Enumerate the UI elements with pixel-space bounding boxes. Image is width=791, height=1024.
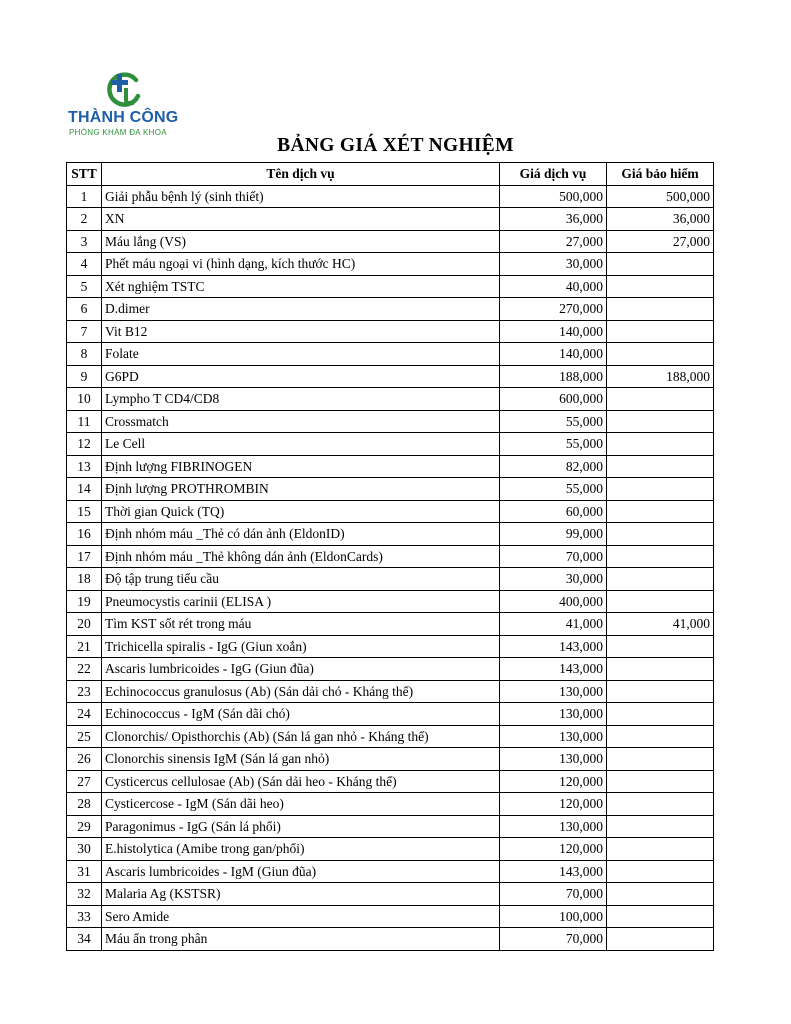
table-row xyxy=(67,365,714,388)
row-service-name: Máu lắng (VS) xyxy=(102,230,500,253)
row-stt: 17 xyxy=(67,545,102,568)
row-service-price: 400,000 xyxy=(500,590,607,613)
row-stt: 22 xyxy=(67,658,102,681)
row-service-name: Clonorchis/ Opisthorchis (Ab) (Sán lá gan nhỏ - Kháng thể) xyxy=(102,725,500,748)
row-stt: 34 xyxy=(67,928,102,951)
row-insurance-price xyxy=(607,433,714,456)
row-stt: 12 xyxy=(67,433,102,456)
row-service-name: Cysticercus cellulosae (Ab) (Sán dải heo - Kháng thể) xyxy=(102,770,500,793)
row-service-price: 55,000 xyxy=(500,410,607,433)
table-row xyxy=(67,770,714,793)
table-row xyxy=(67,320,714,343)
row-insurance-price xyxy=(607,568,714,591)
row-service-name: Định lượng FIBRINOGEN xyxy=(102,455,500,478)
row-service-name: Định nhóm máu _Thẻ không dán ảnh (EldonCards) xyxy=(102,545,500,568)
row-stt: 31 xyxy=(67,860,102,883)
clinic-logo-icon xyxy=(104,70,144,108)
row-service-price: 82,000 xyxy=(500,455,607,478)
table-row xyxy=(67,680,714,703)
row-stt: 25 xyxy=(67,725,102,748)
row-insurance-price: 500,000 xyxy=(607,185,714,208)
table-row xyxy=(67,410,714,433)
row-service-name: Độ tập trung tiểu cầu xyxy=(102,568,500,591)
row-service-name: Echinococcus granulosus (Ab) (Sán dải chó - Kháng thể) xyxy=(102,680,500,703)
table-row xyxy=(67,545,714,568)
row-insurance-price xyxy=(607,388,714,411)
table-row xyxy=(67,275,714,298)
table-row xyxy=(67,703,714,726)
table-row xyxy=(67,253,714,276)
row-service-price: 100,000 xyxy=(500,905,607,928)
row-insurance-price xyxy=(607,545,714,568)
table-row xyxy=(67,433,714,456)
row-stt: 15 xyxy=(67,500,102,523)
row-insurance-price xyxy=(607,635,714,658)
row-stt: 27 xyxy=(67,770,102,793)
row-service-name: Le Cell xyxy=(102,433,500,456)
row-insurance-price xyxy=(607,298,714,321)
row-stt: 13 xyxy=(67,455,102,478)
table-row xyxy=(67,635,714,658)
row-service-name: Xét nghiệm TSTC xyxy=(102,275,500,298)
row-service-price: 140,000 xyxy=(500,343,607,366)
row-stt: 8 xyxy=(67,343,102,366)
page-title: BẢNG GIÁ XÉT NGHIỆM xyxy=(277,135,514,156)
table-row xyxy=(67,793,714,816)
row-stt: 9 xyxy=(67,365,102,388)
row-service-price: 30,000 xyxy=(500,253,607,276)
row-service-price: 500,000 xyxy=(500,185,607,208)
row-service-name: Máu ẩn trong phân xyxy=(102,928,500,951)
header-stt: STT xyxy=(67,163,102,186)
table-row xyxy=(67,838,714,861)
row-insurance-price xyxy=(607,703,714,726)
row-stt: 2 xyxy=(67,208,102,231)
table-row xyxy=(67,658,714,681)
row-service-price: 120,000 xyxy=(500,793,607,816)
row-stt: 4 xyxy=(67,253,102,276)
row-insurance-price xyxy=(607,905,714,928)
row-stt: 32 xyxy=(67,883,102,906)
row-stt: 23 xyxy=(67,680,102,703)
table-row xyxy=(67,298,714,321)
table-row xyxy=(67,860,714,883)
row-insurance-price: 41,000 xyxy=(607,613,714,636)
row-service-price: 55,000 xyxy=(500,478,607,501)
row-insurance-price xyxy=(607,680,714,703)
row-service-name: Cysticercose - IgM (Sán dãi heo) xyxy=(102,793,500,816)
row-stt: 1 xyxy=(67,185,102,208)
clinic-logo xyxy=(66,70,196,140)
row-insurance-price xyxy=(607,838,714,861)
row-insurance-price: 36,000 xyxy=(607,208,714,231)
table-row xyxy=(67,478,714,501)
row-service-price: 270,000 xyxy=(500,298,607,321)
row-insurance-price xyxy=(607,883,714,906)
row-insurance-price xyxy=(607,725,714,748)
price-table xyxy=(66,162,714,951)
row-stt: 11 xyxy=(67,410,102,433)
table-row xyxy=(67,928,714,951)
table-row xyxy=(67,388,714,411)
row-service-name: Vit B12 xyxy=(102,320,500,343)
row-insurance-price xyxy=(607,523,714,546)
table-row xyxy=(67,905,714,928)
row-service-name: Thời gian Quick (TQ) xyxy=(102,500,500,523)
row-service-name: D.dimer xyxy=(102,298,500,321)
row-insurance-price xyxy=(607,590,714,613)
row-service-price: 143,000 xyxy=(500,860,607,883)
row-stt: 3 xyxy=(67,230,102,253)
row-service-price: 130,000 xyxy=(500,748,607,771)
row-service-price: 41,000 xyxy=(500,613,607,636)
table-row xyxy=(67,883,714,906)
row-insurance-price xyxy=(607,770,714,793)
row-service-name: Ascaris lumbricoides - IgM (Giun đũa) xyxy=(102,860,500,883)
row-service-name: XN xyxy=(102,208,500,231)
row-insurance-price xyxy=(607,253,714,276)
row-insurance-price xyxy=(607,793,714,816)
header-insurance-price: Giá bảo hiểm xyxy=(607,163,714,186)
row-stt: 33 xyxy=(67,905,102,928)
row-stt: 21 xyxy=(67,635,102,658)
row-service-name: Sero Amide xyxy=(102,905,500,928)
clinic-name: THÀNH CÔNG xyxy=(68,109,179,126)
table-header-row xyxy=(67,163,714,186)
row-service-price: 70,000 xyxy=(500,545,607,568)
row-service-price: 120,000 xyxy=(500,770,607,793)
row-insurance-price xyxy=(607,478,714,501)
row-stt: 14 xyxy=(67,478,102,501)
row-insurance-price xyxy=(607,658,714,681)
row-service-name: Giải phẫu bệnh lý (sinh thiết) xyxy=(102,185,500,208)
row-service-name: Trichicella spiralis - IgG (Giun xoắn) xyxy=(102,635,500,658)
row-service-name: Pneumocystis carinii (ELISA ) xyxy=(102,590,500,613)
row-service-price: 30,000 xyxy=(500,568,607,591)
row-service-price: 130,000 xyxy=(500,703,607,726)
row-service-name: Phết máu ngoại vi (hình dạng, kích thước HC) xyxy=(102,253,500,276)
row-service-name: Tìm KST sốt rét trong máu xyxy=(102,613,500,636)
row-stt: 26 xyxy=(67,748,102,771)
table-row xyxy=(67,568,714,591)
row-insurance-price xyxy=(607,275,714,298)
row-stt: 18 xyxy=(67,568,102,591)
row-insurance-price xyxy=(607,455,714,478)
row-service-price: 70,000 xyxy=(500,883,607,906)
row-service-name: Folate xyxy=(102,343,500,366)
row-stt: 28 xyxy=(67,793,102,816)
row-insurance-price xyxy=(607,928,714,951)
header-service-price: Giá dịch vụ xyxy=(500,163,607,186)
row-service-name: Định nhóm máu _Thẻ có dán ảnh (EldonID) xyxy=(102,523,500,546)
table-row xyxy=(67,613,714,636)
row-stt: 19 xyxy=(67,590,102,613)
row-service-name: Định lượng PROTHROMBIN xyxy=(102,478,500,501)
row-stt: 16 xyxy=(67,523,102,546)
table-row xyxy=(67,523,714,546)
table-row xyxy=(67,208,714,231)
table-row xyxy=(67,455,714,478)
row-insurance-price xyxy=(607,410,714,433)
row-stt: 10 xyxy=(67,388,102,411)
row-service-price: 40,000 xyxy=(500,275,607,298)
row-service-price: 600,000 xyxy=(500,388,607,411)
row-service-price: 143,000 xyxy=(500,635,607,658)
row-service-price: 99,000 xyxy=(500,523,607,546)
row-service-name: E.histolytica (Amibe trong gan/phổi) xyxy=(102,838,500,861)
row-stt: 5 xyxy=(67,275,102,298)
row-insurance-price: 27,000 xyxy=(607,230,714,253)
row-service-price: 55,000 xyxy=(500,433,607,456)
row-service-price: 188,000 xyxy=(500,365,607,388)
row-service-name: Malaria Ag (KSTSR) xyxy=(102,883,500,906)
price-table-body xyxy=(67,185,714,950)
row-service-name: Clonorchis sinensis IgM (Sán lá gan nhỏ) xyxy=(102,748,500,771)
row-service-price: 130,000 xyxy=(500,680,607,703)
row-stt: 29 xyxy=(67,815,102,838)
row-insurance-price xyxy=(607,815,714,838)
row-stt: 24 xyxy=(67,703,102,726)
row-service-price: 140,000 xyxy=(500,320,607,343)
row-stt: 7 xyxy=(67,320,102,343)
row-insurance-price xyxy=(607,343,714,366)
row-service-name: Paragonimus - IgG (Sán lá phổi) xyxy=(102,815,500,838)
row-service-price: 120,000 xyxy=(500,838,607,861)
row-service-price: 143,000 xyxy=(500,658,607,681)
row-service-price: 130,000 xyxy=(500,815,607,838)
row-service-price: 36,000 xyxy=(500,208,607,231)
row-insurance-price xyxy=(607,320,714,343)
row-service-name: Echinococcus - IgM (Sán dãi chó) xyxy=(102,703,500,726)
clinic-subtitle: PHÒNG KHÁM ĐA KHOA xyxy=(69,128,167,137)
table-row xyxy=(67,343,714,366)
row-stt: 30 xyxy=(67,838,102,861)
row-insurance-price: 188,000 xyxy=(607,365,714,388)
table-row xyxy=(67,725,714,748)
table-row xyxy=(67,500,714,523)
row-stt: 20 xyxy=(67,613,102,636)
table-row xyxy=(67,185,714,208)
table-row xyxy=(67,815,714,838)
row-insurance-price xyxy=(607,500,714,523)
row-service-name: G6PD xyxy=(102,365,500,388)
row-service-price: 70,000 xyxy=(500,928,607,951)
row-service-price: 27,000 xyxy=(500,230,607,253)
table-row xyxy=(67,590,714,613)
row-insurance-price xyxy=(607,748,714,771)
row-service-name: Lympho T CD4/CD8 xyxy=(102,388,500,411)
table-row xyxy=(67,230,714,253)
row-service-price: 130,000 xyxy=(500,725,607,748)
row-service-name: Crossmatch xyxy=(102,410,500,433)
row-stt: 6 xyxy=(67,298,102,321)
row-service-price: 60,000 xyxy=(500,500,607,523)
table-row xyxy=(67,748,714,771)
row-service-name: Ascaris lumbricoides - IgG (Giun đũa) xyxy=(102,658,500,681)
row-insurance-price xyxy=(607,860,714,883)
header-service-name: Tên dịch vụ xyxy=(102,163,500,186)
